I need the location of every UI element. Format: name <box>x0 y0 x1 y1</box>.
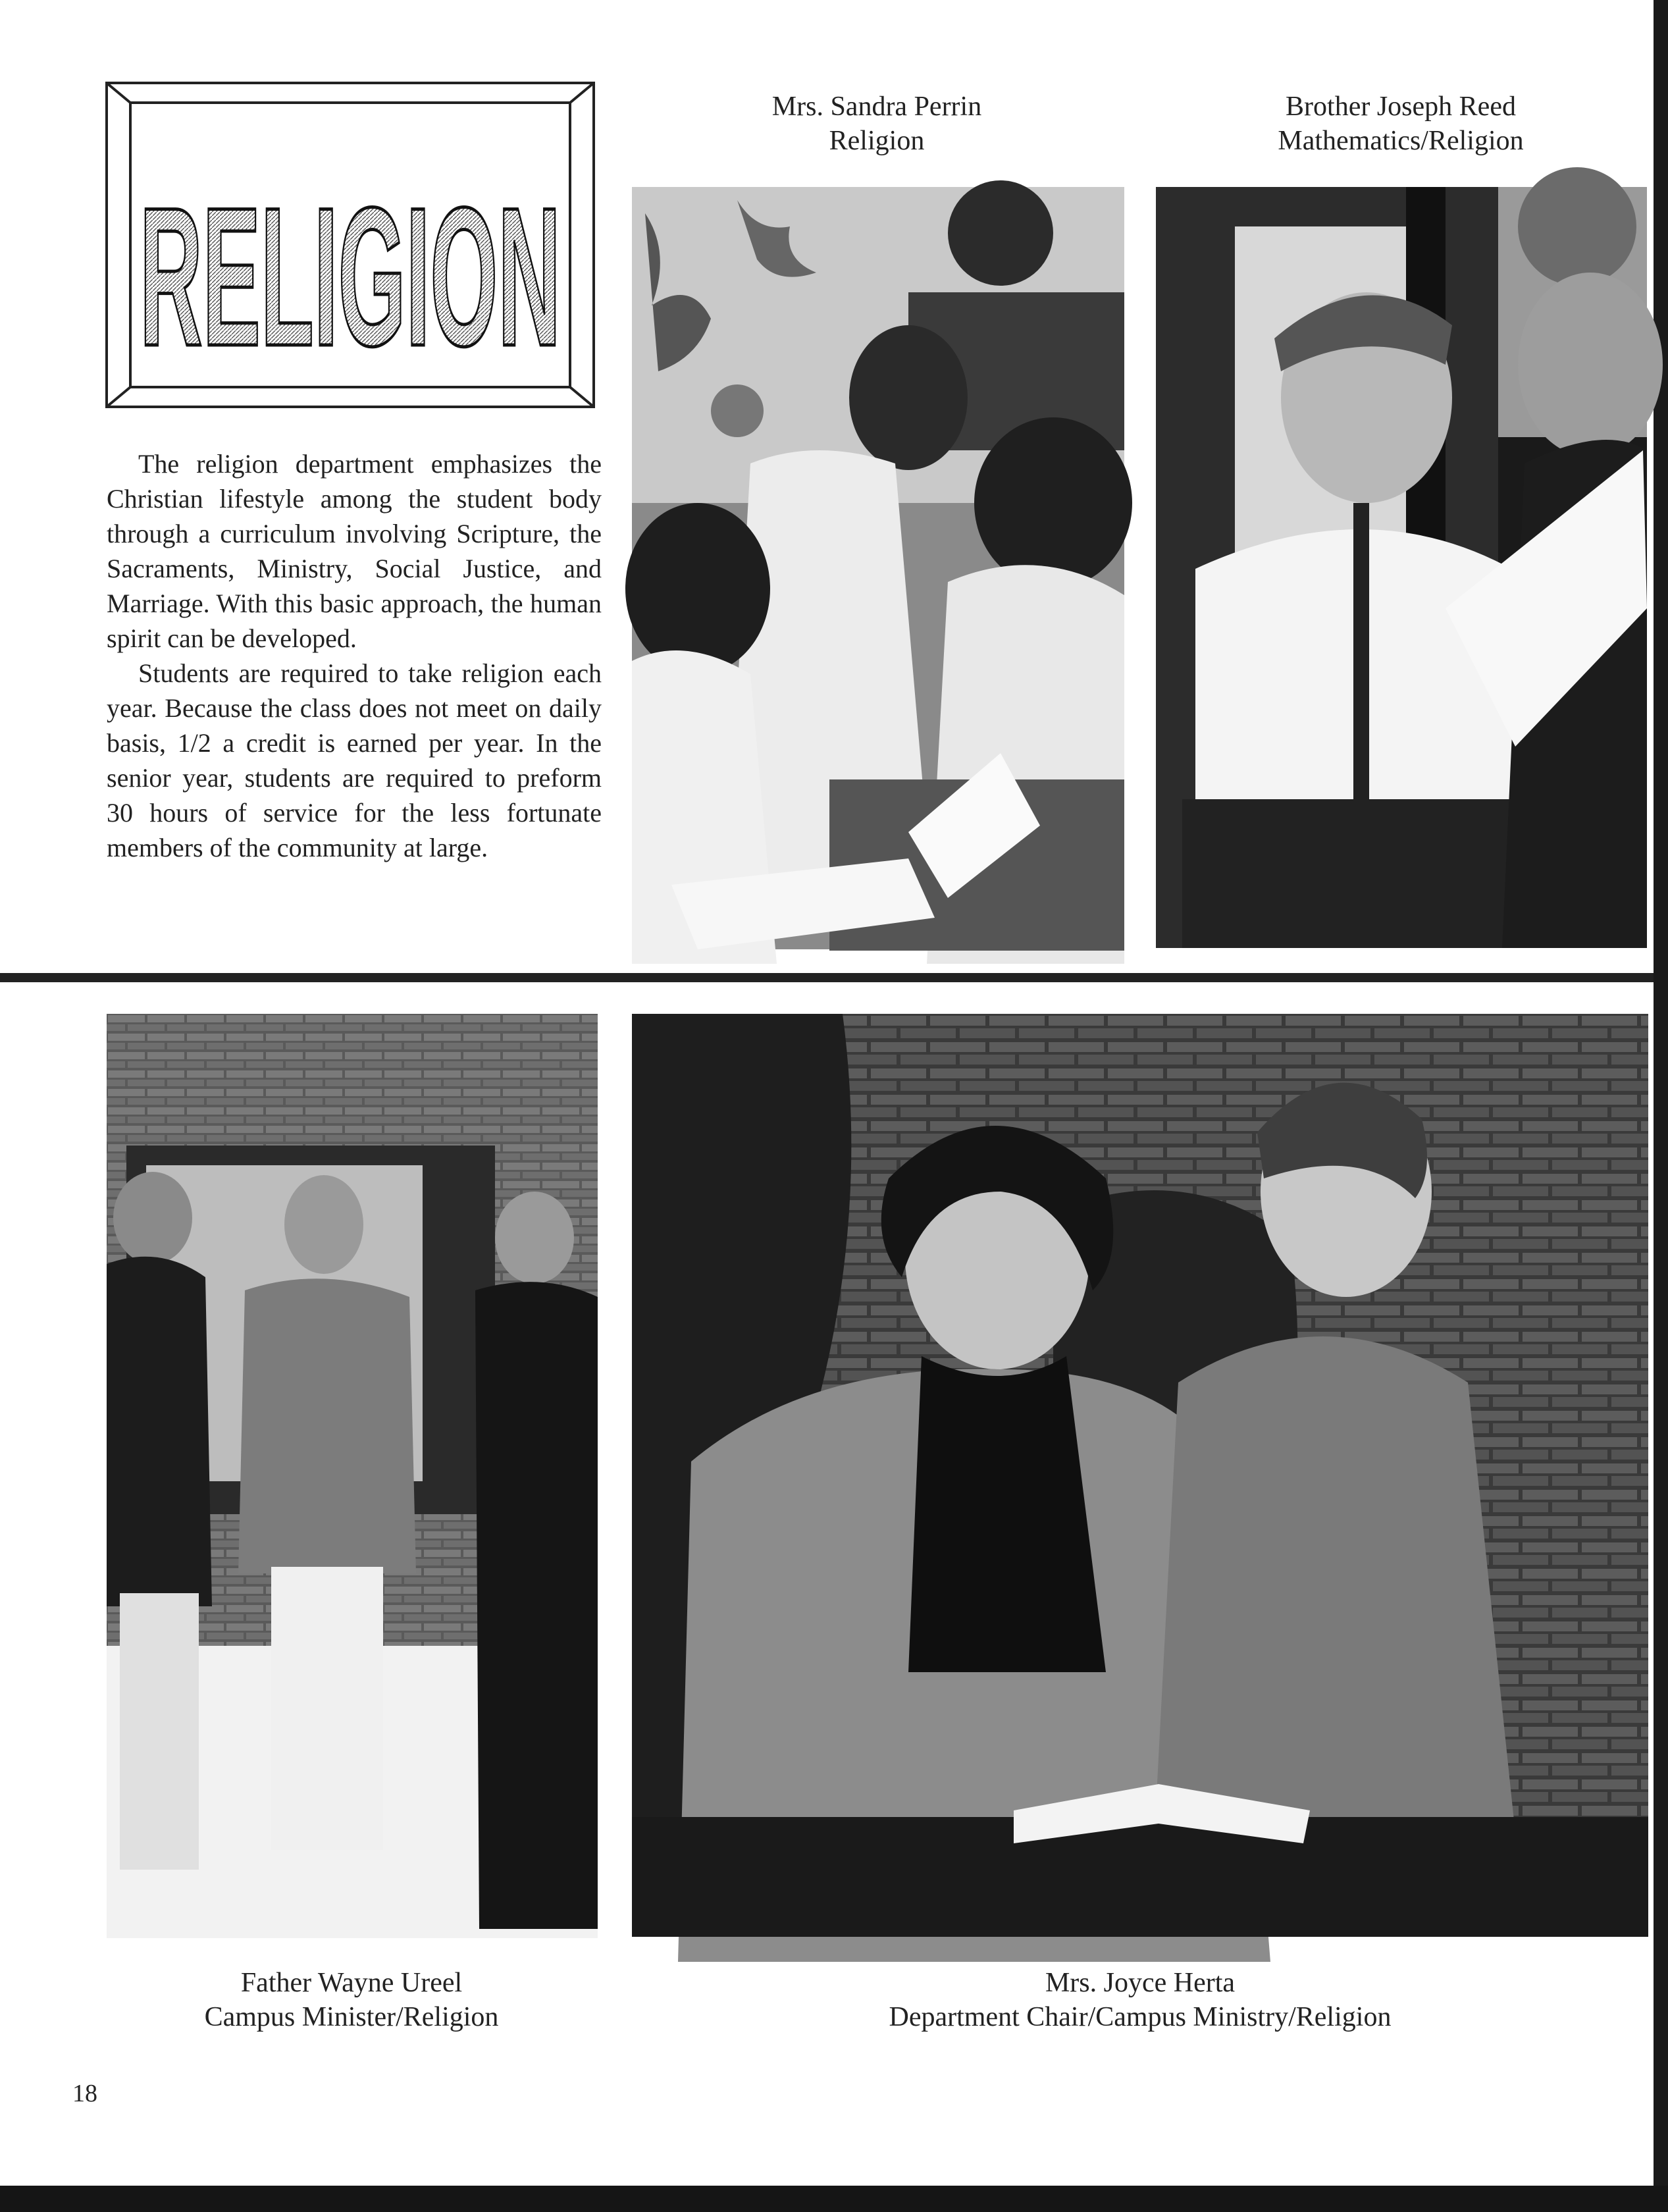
caption-reed <box>1156 90 1646 158</box>
department-description <box>107 446 602 865</box>
section-divider <box>0 973 1654 982</box>
caption-name: Mrs. Joyce Herta <box>1045 1968 1236 1998</box>
caption-name: Mrs. Sandra Perrin <box>771 92 982 122</box>
photo-hallway <box>107 1014 598 1938</box>
caption-herta <box>632 1966 1648 2034</box>
page-number: 18 <box>72 2080 97 2107</box>
paragraph-2: Students are required to take religion each year. Because the class does not meet on daily basis, 1/2 a credit is earned per year. In the senior year, students are required to preform 30 hours of service for the less fortunate members of the community at large. <box>107 658 602 862</box>
photo-reed <box>1156 187 1647 948</box>
caption-role: Religion <box>829 126 925 156</box>
photo-classroom <box>632 187 1124 949</box>
caption-name: Brother Joseph Reed <box>1286 92 1516 122</box>
caption-ureel <box>107 1966 596 2034</box>
paragraph-1: The religion department emphasizes the Christian lifestyle among the student body through a curriculum involving Scripture, the Sacraments, Ministry, Social Justice, and Marriage. With this basic approach, the human spirit can be developed. <box>107 449 602 653</box>
photo-herta <box>632 1014 1648 1937</box>
caption-role: Department Chair/Campus Ministry/Religion <box>889 2002 1392 2032</box>
section-title-box <box>105 82 595 408</box>
caption-perrin <box>632 90 1122 158</box>
caption-name: Father Wayne Ureel <box>240 1968 463 1998</box>
caption-role: Campus Minister/Religion <box>204 2002 499 2032</box>
caption-role: Mathematics/Religion <box>1278 126 1524 156</box>
section-title: RELIGION <box>140 166 561 387</box>
page-edge-bottom <box>0 2186 1668 2212</box>
